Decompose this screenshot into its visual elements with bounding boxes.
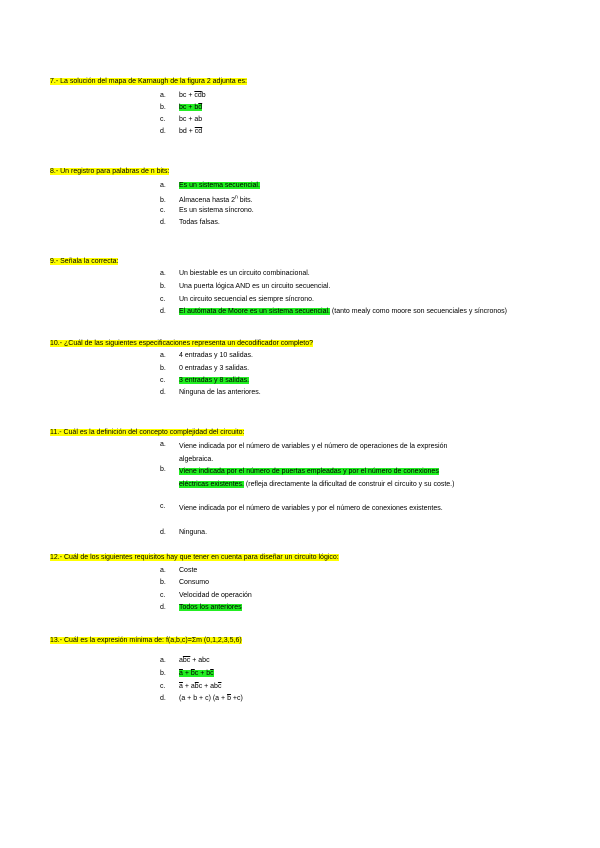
option-8d xyxy=(160,219,220,226)
option-note: (refleja directamente la dificultad de construir el circuito y su coste.) xyxy=(243,480,455,488)
option-letter: c. xyxy=(160,683,166,690)
option-text: Viene indicada por el número de variables y por el número de conexiones existentes. xyxy=(179,505,443,512)
option-10a xyxy=(160,352,253,359)
option-8a xyxy=(160,182,260,189)
option-letter: b. xyxy=(160,197,166,205)
option-7d xyxy=(160,128,202,135)
option-letter: d. xyxy=(160,529,166,536)
option-text: Una puerta lógica AND es un circuito secuencial. xyxy=(179,283,331,290)
question-text: 10.- ¿Cuál de las siguientes especificaciones representa un decodificador completo? xyxy=(50,340,314,347)
option-text-correct: bc + $b\overline{d}$ xyxy=(179,104,203,111)
option-letter: a. xyxy=(160,352,166,359)
option-text-correct: Todos los anteriores xyxy=(179,604,242,611)
question-11 xyxy=(50,429,244,436)
option-text: $a\overline{bc}$ + abc xyxy=(179,657,210,664)
question-8 xyxy=(50,168,169,175)
question-text: 8.- Un registro para palabras de n bits: xyxy=(50,168,170,175)
question-text: 12.- Cuál de los siguientes requisitos hay que tener en cuenta para diseñar un circuito lógico: xyxy=(50,554,339,561)
option-9a xyxy=(160,270,310,277)
option-letter: b. xyxy=(160,104,166,111)
option-9c xyxy=(160,296,314,303)
question-text: 7.- La solución del mapa de Karnaugh de la figura 2 adjunta es: xyxy=(50,78,247,85)
option-letter: c. xyxy=(160,377,166,384)
option-9b xyxy=(160,283,330,290)
option-13d xyxy=(160,695,243,702)
question-text: 9.- Señala la correcta: xyxy=(50,258,119,265)
option-8b xyxy=(160,195,253,204)
option-11b xyxy=(160,466,469,491)
option-10c xyxy=(160,377,249,384)
option-12c xyxy=(160,592,252,599)
option-text: Velocidad de operación xyxy=(179,592,252,599)
option-text xyxy=(179,466,469,491)
option-text: Es un sistema síncrono. xyxy=(179,207,254,214)
option-text: bc + ab xyxy=(179,116,203,123)
question-text: 13.- Cuál es la expresión mínima de: f(a,b,c)=Σm (0,1,2,3,5,6) xyxy=(50,637,242,644)
option-letter: a. xyxy=(160,270,166,277)
option-letter: c. xyxy=(160,296,166,303)
option-text: 4 entradas y 10 salidas. xyxy=(179,352,253,359)
question-7 xyxy=(50,78,247,85)
option-letter: b. xyxy=(160,670,166,677)
option-text: Almacena hasta 2$^n$ bits. xyxy=(179,195,253,205)
option-12b xyxy=(160,579,209,586)
option-13a xyxy=(160,657,210,664)
option-text: (a + b + c) $(a + \overline{b} +c)$ xyxy=(179,695,243,702)
option-text-correct: $\overline{a} + \overline{b}c + b\overline{c}$ xyxy=(179,670,214,677)
option-letter: d. xyxy=(160,308,166,315)
option-7c xyxy=(160,116,202,123)
option-text-correct: Es un sistema secuencial. xyxy=(179,182,260,189)
option-text-correct: 3 entradas y 8 salidas. xyxy=(179,377,250,384)
option-11c xyxy=(160,503,469,516)
option-letter: a. xyxy=(160,182,166,189)
option-text: Un biestable es un circuito combinacional. xyxy=(179,270,310,277)
option-letter: c. xyxy=(160,592,166,599)
option-letter: b. xyxy=(160,466,166,473)
option-7a xyxy=(160,92,206,99)
option-text: Consumo xyxy=(179,579,209,586)
question-text: 11.- Cuál es la definición del concepto complejidad del circuito: xyxy=(50,429,245,436)
option-9d xyxy=(160,308,507,315)
option-text: Ninguna. xyxy=(179,529,208,536)
option-text: $\overline{a} + a\overline{b}c + ab\overline{c}$ xyxy=(179,683,222,690)
option-7b xyxy=(160,104,202,111)
option-letter: c. xyxy=(160,207,166,214)
option-letter: d. xyxy=(160,219,166,226)
option-letter: d. xyxy=(160,128,166,135)
option-text: Un circuito secuencial es siempre síncrono. xyxy=(179,296,315,303)
option-8c xyxy=(160,207,254,214)
option-text: Ninguna de las anteriores. xyxy=(179,389,261,396)
option-letter: d. xyxy=(160,695,166,702)
option-note: (tanto mealy como moore son secuenciales y síncronos) xyxy=(329,308,507,315)
option-13c xyxy=(160,683,221,690)
question-10 xyxy=(50,340,313,347)
option-text: 0 entradas y 3 salidas. xyxy=(179,365,250,372)
option-text-correct: El autómata de Moore es un sistema secuencial. xyxy=(179,308,330,315)
option-text: Todas falsas. xyxy=(179,219,220,226)
option-12d xyxy=(160,604,242,611)
option-text: Viene indicada por el número de variables y el número de operaciones de la expresión algebraica. xyxy=(179,443,448,463)
option-12a xyxy=(160,567,197,574)
option-letter: b. xyxy=(160,283,166,290)
option-letter: c. xyxy=(160,503,166,510)
option-10b xyxy=(160,365,249,372)
question-13 xyxy=(50,637,242,644)
option-10d xyxy=(160,389,261,396)
option-11a xyxy=(160,441,469,466)
option-13b xyxy=(160,670,214,677)
option-letter: d. xyxy=(160,604,166,611)
option-letter: b. xyxy=(160,365,166,372)
option-letter: a. xyxy=(160,441,166,448)
option-letter: a. xyxy=(160,92,166,99)
option-letter: c. xyxy=(160,116,166,123)
option-letter: b. xyxy=(160,579,166,586)
option-text-correct: Viene indicada por el número de puertas empleadas y por el número de conexiones eléctricas existentes. xyxy=(179,468,439,488)
option-11d xyxy=(160,529,207,536)
question-12 xyxy=(50,554,339,561)
question-9 xyxy=(50,258,118,265)
option-letter: a. xyxy=(160,657,166,664)
option-text: bc + $\overline{cd}b$ xyxy=(179,92,206,99)
option-letter: a. xyxy=(160,567,166,574)
option-text: bd + $\overline{cd}$ xyxy=(179,128,203,135)
option-text: Coste xyxy=(179,567,198,574)
option-letter: d. xyxy=(160,389,166,396)
